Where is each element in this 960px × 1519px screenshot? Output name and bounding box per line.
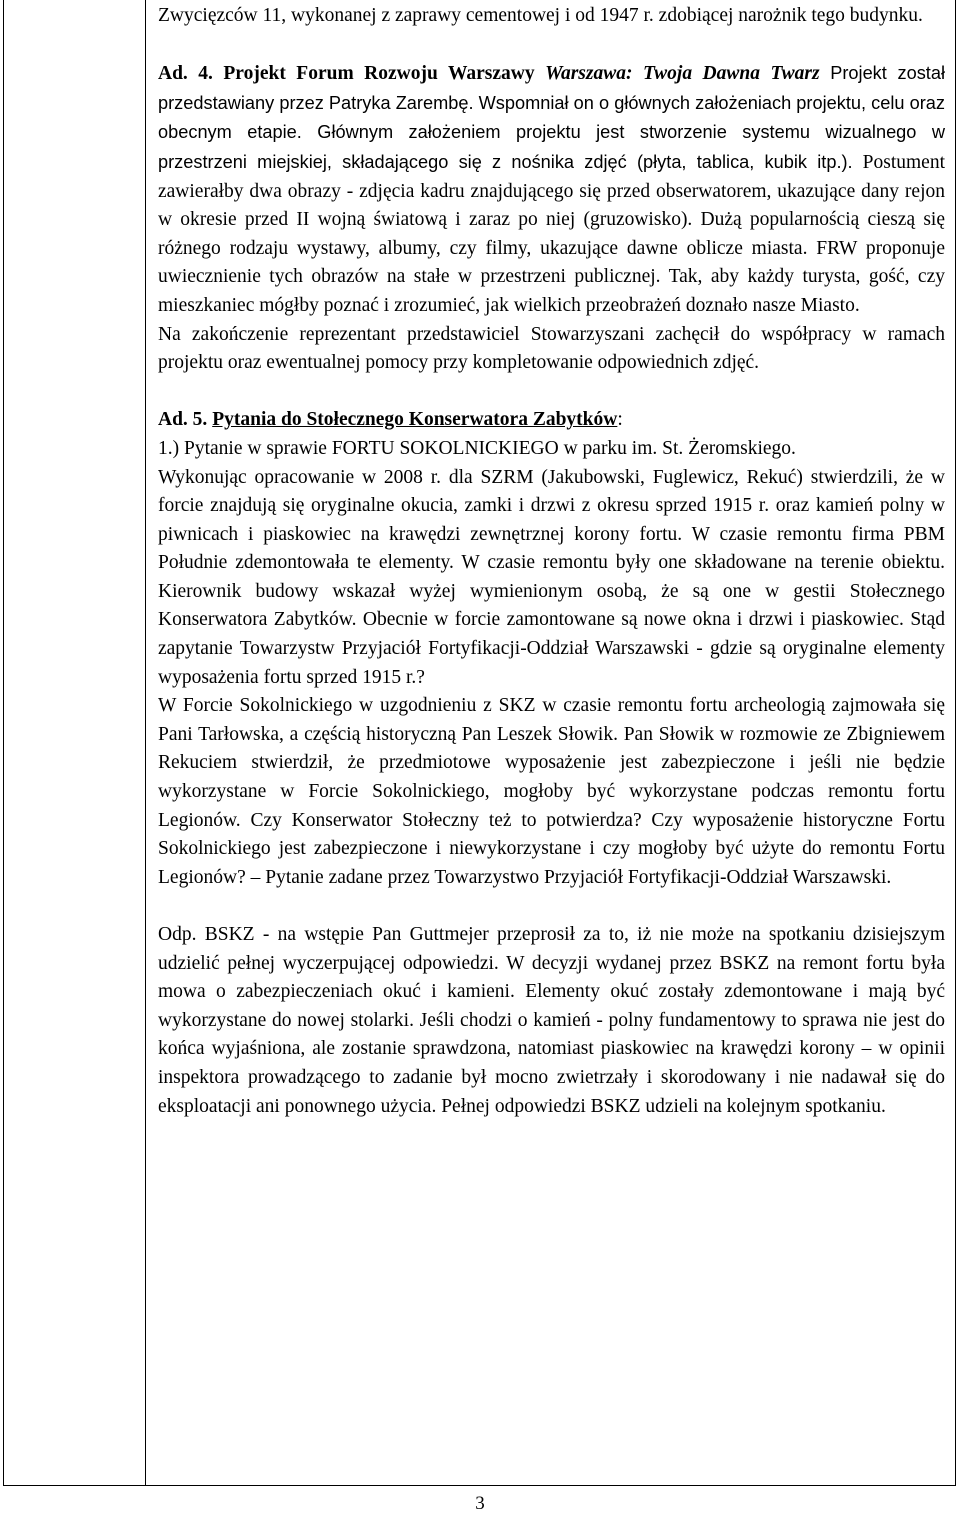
text-run: W Forcie Sokolnickiego w uzgodnieniu z SKZ w czasie remontu fortu archeologią zajmowała się Pani Tarłowska, a częścią historyczną Pan Leszek Słowik. Pan Słowik w rozmowie ze Zbigniewem Rekuciem stwierdził, że przedmiotowe wyposażenie jest zabezpieczone i jeśli nie będzie wykorzystane w Forcie Sokolnickiego, mogłoby być wykorzystane podczas remontu fortu Legionów. Czy Konserwator Stołeczny też to potwierdza? Czy wyposażenie historyczne Fortu Sokolnickiego jest zabezpieczone i niewykorzystane i czy mogłoby być użyte do remontu Fortu Legionów? – Pytanie zadane przez Towarzystwo Przyjaciół Fortyfikacji-Oddział Warszawski. bbox=[158, 695, 945, 888]
paragraph bbox=[158, 464, 945, 693]
text-run: Ad. 5. bbox=[158, 409, 213, 431]
text-run: Odp. BSKZ - na wstępie Pan Guttmejer przeprosił za to, iż nie może na spotkaniu dzisiejszym udzielić pełnej wyczerpującej odpowiedzi. W decyzji wydanej przez BSKZ na remont fortu była mowa o zabezpieczeniach okuć i kamieni. Elementy okuć zostały zdemontowane i mają być wykorzystane do nowej stolarki. Jeśli chodzi o kamień - polny fundamentowy to sprawa nie jest do końca wyjaśniona, ale zostanie sprawdzona, natomiast piaskowiec na krawędzi korony – w opinii inspektora prowadzącego to zadanie był mocno zwietrzały i skorodowany i nie nadawał się do eksploatacji ani ponownego użycia. Pełnej odpowiedzi BSKZ udzieli na kolejnym spotkaniu. bbox=[158, 924, 945, 1117]
paragraph bbox=[158, 921, 945, 1121]
text-run: Wykonując opracowanie w 2008 r. dla SZRM (Jakubowski, Fuglewicz, Rekuć) stwierdzili, że w forcie znajdują się oryginalne okucia, zamki i drzwi z okresu sprzed 1915 r. oraz kamień polny w piwnicach i piaskowiec na krawędzi zewnętrznej korony fortu. W czasie remontu firma PBM Południe zdemontowała te elementy. W czasie remontu były one składowane na terenie obiektu. Kierownik budowy wskazał wyżej wymienionym osobą, że są one w gestii Stołecznego Konserwatora Zabytków. Obecnie w forcie zamontowane są nowe okna i drzwi i piaskowiec. Stąd zapytanie Towarzystw Przyjaciół Fortyfikacji-Oddział Warszawski - gdzie są oryginalne elementy wyposażenia fortu sprzed 1915 r.? bbox=[158, 466, 945, 688]
paragraph bbox=[158, 321, 945, 378]
paragraph-spacer bbox=[158, 892, 945, 921]
text-run: Postument zawierałby dwa obrazy - zdjęcia kadru znajdującego się przed obserwatorem, ukazujące dany rejon w okresie przed II wojną światową i zaraz po niej (gruzowisko). Dużą popularnością cieszą się różnego rodzaju wystawy, albumy, czy filmy, ukazujące dawne oblicze miasta. FRW proponuje uwiecznienie tych obrazów na stałe w przestrzeni publicznej. Tak, aby każdy turysta, gość, czy mieszkaniec mógłby poznać i zrozumieć, jak wielkich przeobrażeń doznało nasze Miasto. bbox=[158, 151, 945, 316]
text-run: Ad. 4. bbox=[158, 63, 224, 85]
paragraph bbox=[158, 59, 945, 320]
text-run: Na zakończenie reprezentant przedstawiciel Stowarzyszani zachęcił do współpracy w ramach projektu oraz ewentualnej pomocy przy kompletowanie odpowiednich zdjęć. bbox=[158, 323, 945, 374]
text-run: Projekt Forum Rozwoju Warszawy bbox=[223, 63, 546, 85]
paragraph-spacer bbox=[158, 31, 945, 60]
paragraph bbox=[158, 435, 945, 464]
document-body bbox=[158, 2, 945, 1121]
text-run: Pytania do Stołecznego Konserwatora Zabytków bbox=[212, 409, 618, 431]
page-number: 3 bbox=[475, 1493, 485, 1514]
text-run: 1.) Pytanie w sprawie FORTU SOKOLNICKIEGO w parku im. St. Żeromskiego. bbox=[158, 437, 796, 459]
paragraph bbox=[158, 692, 945, 892]
paragraph bbox=[158, 2, 945, 31]
text-run: Zwycięzców 11, wykonanej z zaprawy cementowej i od 1947 r. zdobiącej narożnik tego budynku. bbox=[158, 5, 923, 26]
text-run: : bbox=[617, 409, 623, 431]
paragraph bbox=[158, 406, 945, 435]
text-run: Projekt został przedstawiany przez Patryka Zarembę. Wspomniał on o głównych założeniach projektu, celu oraz obecnym etapie. Głównym założeniem projektu jest stworzenie systemu wizualnego w przestrzeni miejskiej, składającego się z nośnika zdjęć (płyta, tablica, kubik itp.). bbox=[158, 63, 945, 172]
table-column-divider bbox=[145, 0, 146, 1486]
text-run: Warszawa: Twoja Dawna Twarz bbox=[545, 63, 820, 85]
paragraph-spacer bbox=[158, 378, 945, 407]
